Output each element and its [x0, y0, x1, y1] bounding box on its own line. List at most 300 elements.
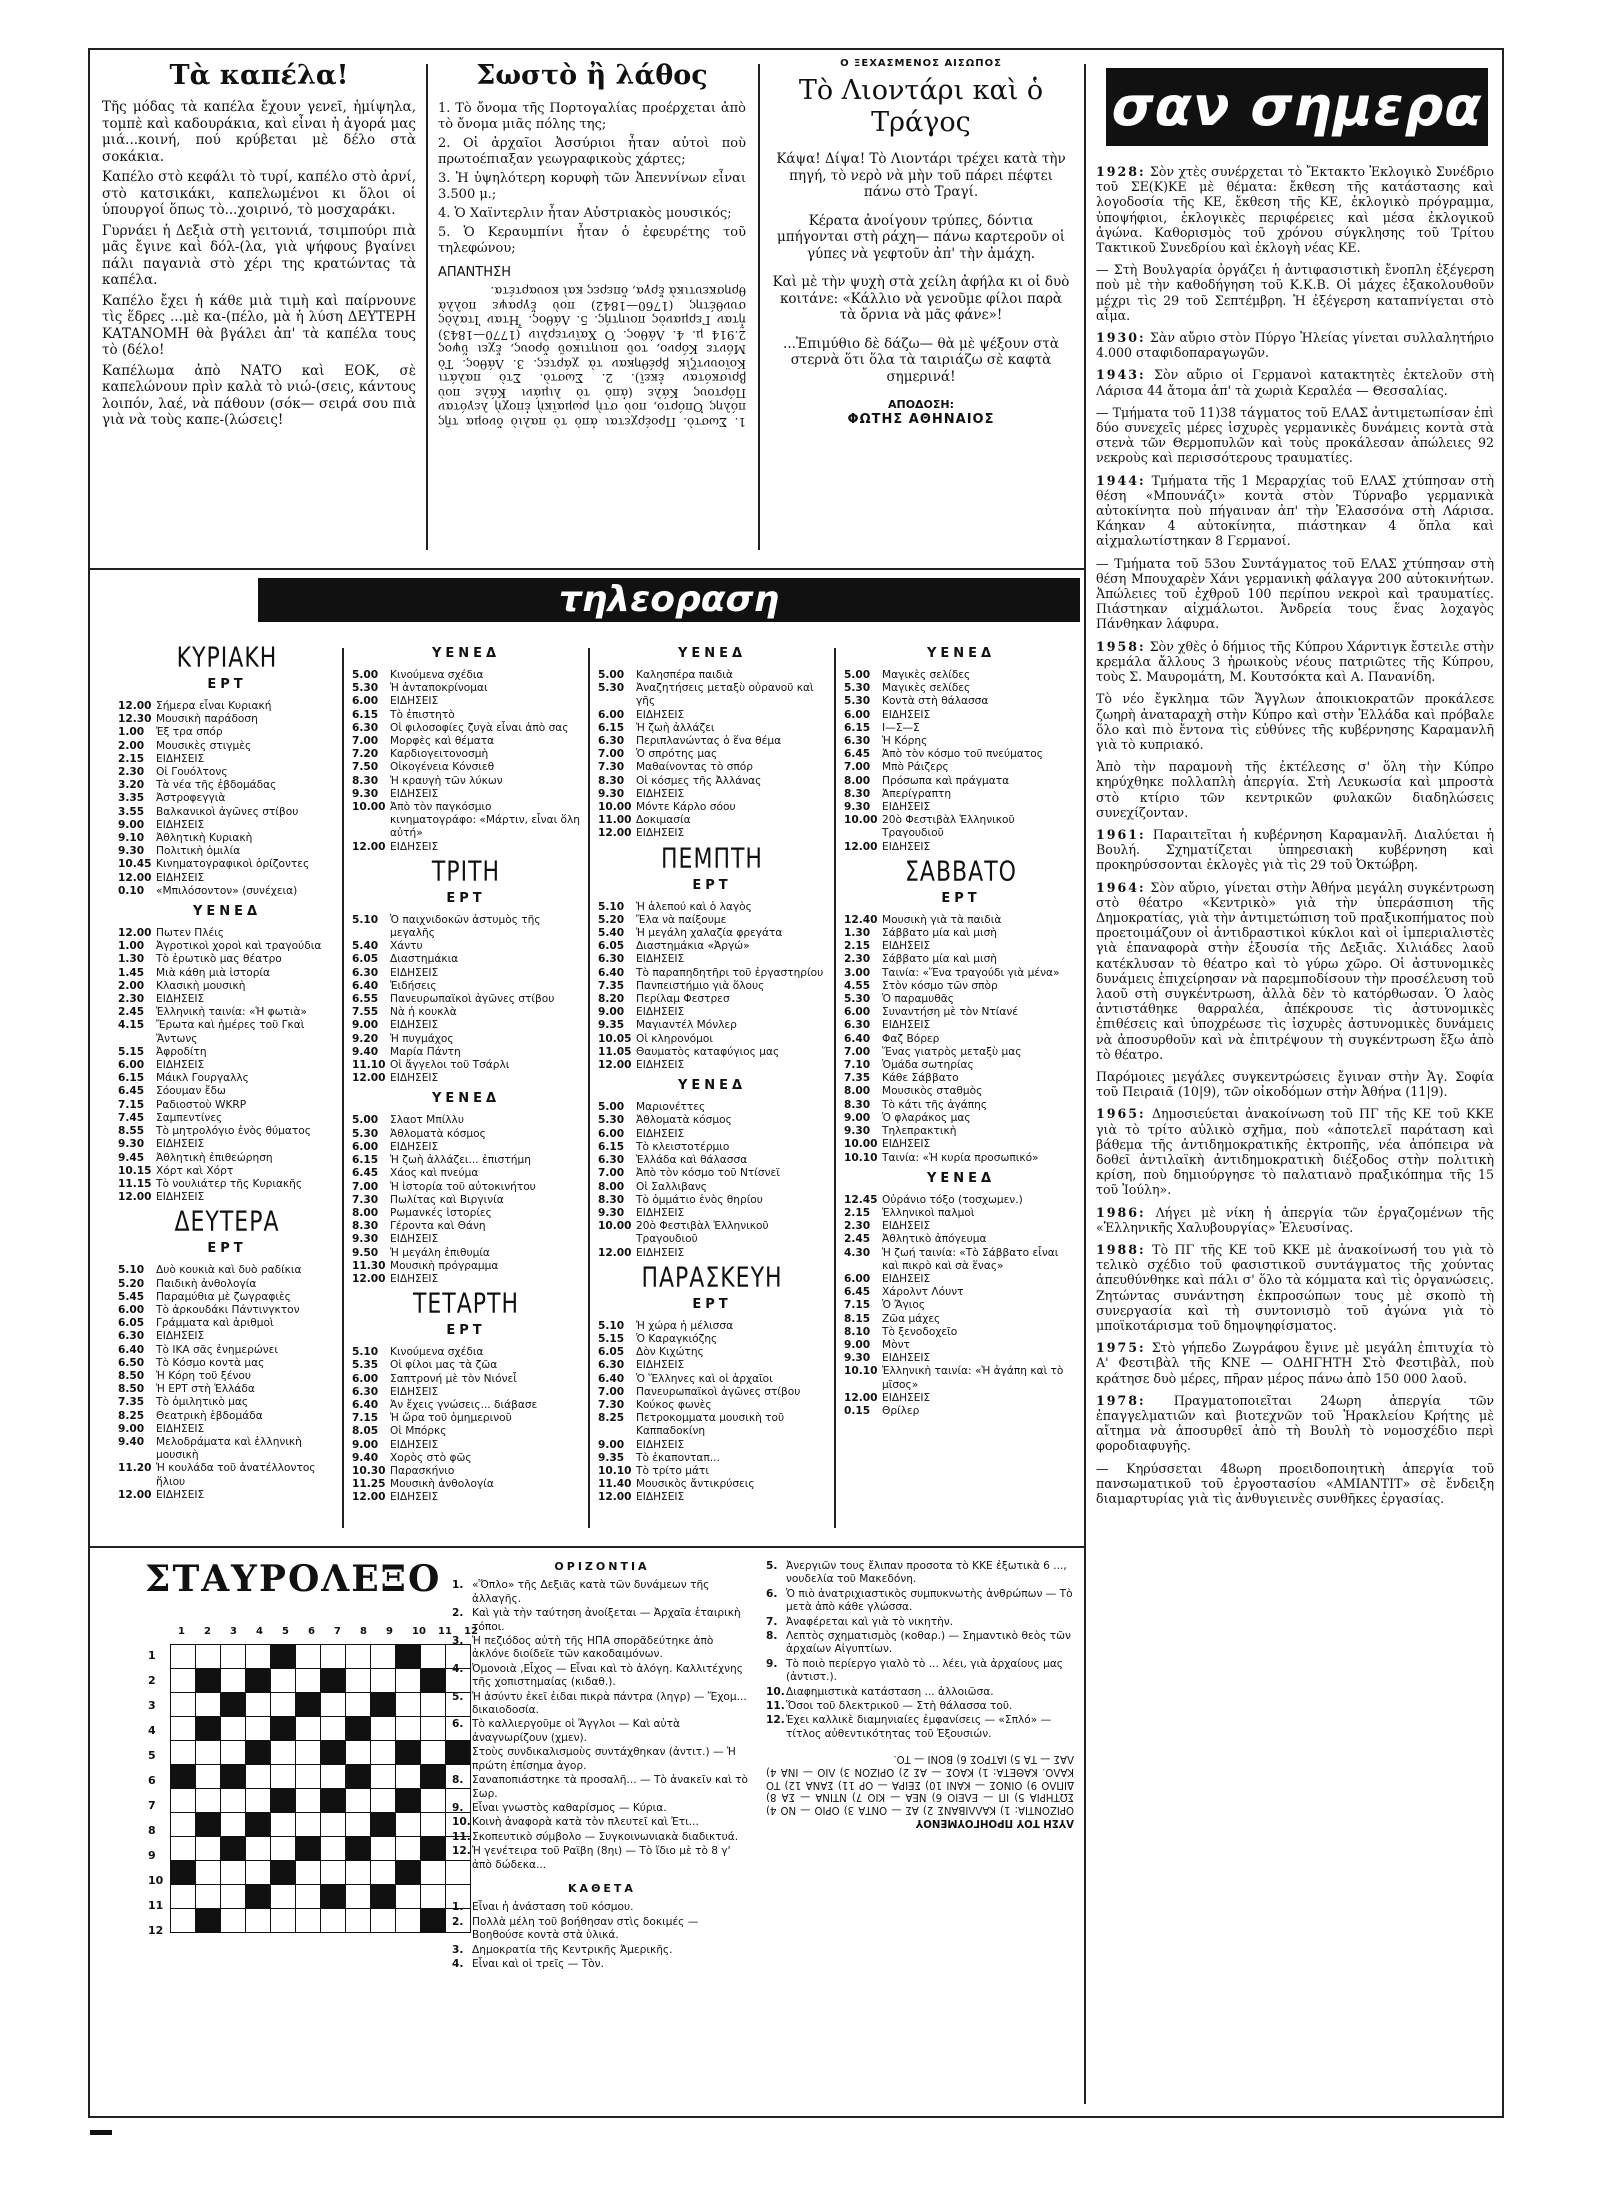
clue-number: 9.	[766, 1657, 778, 1670]
tv-program-time: 5.10	[352, 913, 379, 926]
tv-program-title: Σήμερα εἶναι Κυριακή	[156, 700, 272, 712]
tv-program-row	[118, 1423, 336, 1436]
tv-program-title: Ζῶα μάχες	[882, 1312, 941, 1325]
clue-number: 9.	[452, 1801, 464, 1814]
crossword-cell[interactable]	[246, 1717, 271, 1741]
crossword-cell[interactable]	[296, 1645, 321, 1669]
tv-program-title: Μουσικὴ ἀνθολογία	[390, 1478, 494, 1491]
tv-program-row	[352, 1220, 580, 1233]
tv-program-title: ΕΙΔΗΣΕΙΣ	[882, 1220, 931, 1233]
kapela-paragraph: Καπέλο στὸ κεφάλι τὸ τυρί, καπέλο στὸ ἀρνί, στὸ κατσικάκι, καπελωμένοι κι ὅλοι οἱ ὑπουργοί ὅπως τὸ...χοιρινό, τὸ μοσχαράκι.	[102, 169, 416, 218]
tv-program-time: 6.05	[598, 940, 625, 953]
crossword-black-cell	[221, 1765, 246, 1789]
tv-program-row	[118, 1125, 336, 1138]
crossword-cell[interactable]	[396, 1813, 421, 1837]
crossword-cell[interactable]	[171, 1645, 196, 1669]
crossword-cell[interactable]	[196, 1861, 221, 1885]
tv-program-row	[352, 1033, 580, 1046]
crossword-cell[interactable]	[196, 1765, 221, 1789]
tv-program-row	[844, 1286, 1078, 1299]
tv-program-title: Δυὸ κουκιὰ καὶ δυὸ ραδίκια	[156, 1264, 302, 1277]
crossword-clue	[766, 1686, 1074, 1699]
tv-program-row	[118, 819, 336, 832]
entry-year: 1944:	[1096, 472, 1146, 488]
crossword-black-cell	[321, 1885, 346, 1909]
crossword-cell[interactable]	[221, 1717, 246, 1741]
tv-program-title: Ἀφροδίτη	[156, 1045, 207, 1058]
tv-program-row	[844, 682, 1078, 695]
crossword-cell[interactable]	[271, 1693, 296, 1717]
tv-program-row	[598, 953, 826, 966]
tv-program-title: ΕΙΔΗΣΕΙΣ	[636, 1127, 685, 1140]
tv-program-title: ΕΙΔΗΣΕΙΣ	[882, 708, 931, 721]
clue-number: 6.	[452, 1718, 464, 1731]
tv-program-time: 6.05	[118, 1317, 145, 1330]
crossword-row	[171, 1717, 471, 1741]
tv-program-title: Μπὸ Ράιζερς	[882, 761, 949, 774]
tv-channel-heading: ΕΡΤ	[207, 1241, 247, 1257]
tv-program-row	[844, 980, 1078, 993]
crossword-black-cell	[196, 1813, 221, 1837]
clue-number: 11.	[766, 1700, 785, 1713]
clue-text: Εἶναι ἡ ἀνάσταση τοῦ κόσμου.	[472, 1901, 634, 1914]
clue-number: 8.	[452, 1774, 464, 1787]
crossword-cell[interactable]	[371, 1861, 396, 1885]
tv-program-row	[844, 722, 1078, 735]
tv-program-title: Γράμματα καὶ ἀριθμοὶ	[156, 1317, 274, 1330]
crossword-cell[interactable]	[221, 1885, 246, 1909]
crossword-cell[interactable]	[421, 1741, 446, 1765]
crossword-cell[interactable]	[421, 1861, 446, 1885]
tv-program-title: Τὸ κλειστοτέρμιο	[636, 1140, 730, 1153]
crossword-clue	[452, 1774, 752, 1801]
tv-program-time: 11.25	[352, 1478, 386, 1491]
on-this-day-entry	[1096, 1069, 1494, 1099]
crossword-cell[interactable]	[321, 1813, 346, 1837]
tv-program-time: 9.30	[844, 1352, 871, 1365]
tv-program-time: 5.10	[352, 1346, 379, 1359]
crossword-row	[171, 1669, 471, 1693]
on-this-day-column	[1090, 50, 1500, 2116]
tv-day-heading: ΔΕΥΤΕΡΑ	[174, 1207, 280, 1239]
crossword-column-number: 5	[282, 1626, 289, 1637]
crossword-column-number: 1	[178, 1626, 185, 1637]
tv-channel-heading: ΥΕΝΕΔ	[926, 1170, 996, 1186]
tv-program-time: 7.35	[118, 1396, 145, 1409]
tv-program-time: 7.00	[352, 735, 379, 748]
crossword-cell[interactable]	[371, 1765, 396, 1789]
crossword-cell[interactable]	[246, 1693, 271, 1717]
quiz-title: Σωστὸ ἢ λάθος	[476, 60, 708, 91]
tv-program-row	[598, 927, 826, 940]
tv-program-title: Ἡ κραυγὴ τῶν λύκων	[390, 774, 503, 787]
tv-program-row	[598, 967, 826, 980]
entry-text: — Κηρύσσεται 48ωρη προειδοποιητικὴ ἀπεργία τοῦ πανσωματικοῦ τοῦ ἐργοστασίου «ΑΜΙΑΝΤΙΤ» σὲ ἔνδειξη διαμαρτυρίας γιὰ τὶς ἀνθυγιεινὲς συνθῆκες ἐργασίας.	[1096, 1460, 1494, 1507]
crossword-cell[interactable]	[271, 1885, 296, 1909]
tv-program-row	[118, 713, 336, 726]
crossword-black-cell	[246, 1669, 271, 1693]
crossword-cell[interactable]	[221, 1645, 246, 1669]
tv-program-row	[118, 993, 336, 1006]
tv-program-row	[118, 1291, 336, 1304]
crossword-cell[interactable]	[396, 1717, 421, 1741]
crossword-clue	[766, 1616, 1074, 1629]
crossword-cell[interactable]	[246, 1765, 271, 1789]
tv-program-time: 8.10	[844, 1325, 871, 1338]
tv-channel-heading: ΥΕΝΕΔ	[677, 1078, 747, 1094]
crossword-clue	[452, 1916, 752, 1943]
tv-program-title: ΕΙΔΗΣΕΙΣ	[636, 1206, 685, 1219]
tv-program-time: 1.00	[118, 940, 145, 953]
crossword-cell[interactable]	[196, 1693, 221, 1717]
entry-text: Σὸν χτὲς συνέρχεται τὸ Ἔκτακτο Ἐκλογικὸ Συνέδριο τοῦ ΣΕ(Κ)ΚΕ μὲ θέματα: ἔκθεση τῆς κατάστασης καὶ λογοδοσία τῆς ΚΕ, ἔκθεση τῆς ΚΕ, ἐκλογικὸ πρόγραμμα, ὑποψήφιοι, ἐκλογικὲς περιφέρειες καὶ μέσα ἐκλογικοῦ ἀγώνα. Καθορισμὸς τοῦ χρόνου σύγκλησης τοῦ Τρίτου Τακτικοῦ Συνεδρίου καὶ ἐκλογὴ νέας ΚΕ.	[1096, 164, 1494, 256]
tv-program-row	[118, 940, 336, 953]
tv-program-row	[352, 801, 580, 841]
tv-program-title: Μαθαίνοντας τὸ σπόρ	[636, 761, 753, 774]
tv-program-title: ΕΙΔΗΣΕΙΣ	[636, 1246, 685, 1259]
tv-listing-column	[598, 640, 826, 1540]
tv-program-title: Ἀθλητικὸ ἀπόγευμα	[882, 1233, 987, 1246]
tv-program-time: 0.15	[844, 1404, 871, 1417]
crossword-cell[interactable]	[246, 1837, 271, 1861]
kapela-paragraph: Καπέλωμα ἀπὸ ΝΑΤΟ καὶ ΕΟΚ, σὲ καπελώνουν πρὶν καλὰ τὸ νιώ-(σεις, κάντους λοιπόν, λαέ, νὰ πάθουν (σόκ— σειρά σου πιὰ γιὰ νὰ τοὺς καπε-(λώσεις!	[102, 362, 416, 428]
tv-program-title: Στὸν κόσμο τῶν σπὸρ	[882, 979, 998, 992]
tv-day-heading: ΣΑΒΒΑΤΟ	[905, 856, 1017, 888]
crossword-cell[interactable]	[246, 1909, 271, 1933]
tv-program-row	[844, 709, 1078, 722]
kapela-paragraph: Τῆς μόδας τὰ καπέλα ἔχουν γενεῖ, ἡμίψηλα, τομπὲ καὶ καδουράκια, καὶ εἶναι ἡ ἀγορά μας μιά...κοινή, πού κρύβεται μὲ δέλο στὰ σοκάκια.	[102, 99, 416, 165]
tv-program-time: 6.30	[118, 1330, 145, 1343]
tv-program-title: ΕΙΔΗΣΕΙΣ	[156, 1138, 205, 1151]
crossword-cell[interactable]	[321, 1861, 346, 1885]
tv-program-time: 6.45	[118, 1085, 145, 1098]
entry-text: Σὰν αὔριο στὸν Πύργο Ἠλείας γίνεται συλλαλητήριο 4.000 σταφιδοπαραγωγῶν.	[1096, 330, 1494, 361]
tv-program-title: Σαπτρονή μὲ τὸν Νιόνεἷ	[390, 1372, 517, 1385]
crossword-black-cell	[271, 1861, 296, 1885]
crossword-grid[interactable]	[170, 1644, 471, 1933]
crossword-cell[interactable]	[221, 1789, 246, 1813]
tv-program-time: 5.00	[598, 669, 625, 681]
crossword-cell[interactable]	[371, 1669, 396, 1693]
tv-program-row	[844, 1194, 1078, 1207]
crossword-cell[interactable]	[371, 1717, 396, 1741]
section-divider	[90, 568, 1084, 570]
crossword-cell[interactable]	[171, 1837, 196, 1861]
on-this-day-entries	[1096, 164, 1494, 1506]
crossword-black-cell	[421, 1909, 446, 1933]
tv-program-row	[352, 1059, 580, 1072]
crossword-cell[interactable]	[246, 1645, 271, 1669]
crossword-cell[interactable]	[346, 1909, 371, 1933]
crossword-cell[interactable]	[321, 1909, 346, 1933]
crossword-cell[interactable]	[171, 1909, 196, 1933]
tv-program-time: 12.00	[352, 1272, 386, 1285]
tv-program-time: 6.55	[352, 993, 379, 1006]
crossword-black-cell	[346, 1765, 371, 1789]
crossword-cell[interactable]	[171, 1693, 196, 1717]
tv-program-row	[598, 748, 826, 761]
crossword-cell[interactable]	[321, 1837, 346, 1861]
crossword-cell[interactable]	[346, 1813, 371, 1837]
tv-program-time: 12.45	[844, 1193, 878, 1206]
crossword-cell[interactable]	[271, 1765, 296, 1789]
entry-year: 1928:	[1096, 164, 1146, 179]
crossword-cell[interactable]	[371, 1909, 396, 1933]
down-heading: ΚΑΘΕΤΑ	[568, 1881, 636, 1895]
tv-program-time: 5.00	[598, 1101, 625, 1114]
crossword-cell[interactable]	[221, 1741, 246, 1765]
tv-program-row	[598, 682, 826, 708]
tv-program-row	[352, 788, 580, 801]
crossword-cell[interactable]	[421, 1885, 446, 1909]
tv-program-title: Ἡ Κόρης	[882, 735, 928, 748]
tv-program-row	[598, 1033, 826, 1046]
tv-program-time: 9.30	[118, 845, 145, 858]
tv-program-title: ΕΙΔΗΣΕΙΣ	[636, 708, 685, 721]
crossword-cell[interactable]	[171, 1885, 196, 1909]
tv-program-time: 12.00	[598, 827, 632, 840]
crossword-cell[interactable]	[221, 1669, 246, 1693]
tv-program-title: Ἀθλητικὴ Κυριακὴ	[156, 832, 253, 845]
crossword-cell[interactable]	[321, 1693, 346, 1717]
tv-program-title: Ἡ ζωή ταινία: «Τὸ Σάββατο εἶναι καὶ πικρὸ καὶ σὰ ἕνας»	[882, 1246, 1059, 1272]
crossword-cell[interactable]	[221, 1909, 246, 1933]
tv-program-title: Ἑιδήσεις	[390, 979, 437, 992]
kapela-paragraph: Καπέλο ἔχει ἡ κάθε μιὰ τιμὴ καὶ παίρνουνε τὶς ἕδρες ...μὲ κα-(πέλο, μὰ ἡ λύση ΔΕΥΤΕΡΗ ΚΑΤΑΝΟΜΗ θὰ βγάλει ἀπ' τὰ καπέλα τους τὸ (δέλο!	[102, 292, 416, 358]
tv-program-row	[598, 1333, 826, 1346]
tv-program-row	[352, 1452, 580, 1465]
tv-program-time: 9.30	[598, 1206, 625, 1219]
tv-program-row	[118, 1112, 336, 1125]
tv-program-title: Τὸ ὀμιλητικὸ μας	[156, 1396, 249, 1409]
on-this-day-entry	[1096, 556, 1494, 632]
crossword-cell[interactable]	[196, 1789, 221, 1813]
tv-program-time: 7.10	[844, 1059, 871, 1072]
tv-program-time: 9.40	[352, 1451, 379, 1464]
tv-program-title: Σλαοτ Μπίλλυ	[390, 1114, 464, 1127]
tv-program-title: Ἑλληνικὴ ταινία: «Ἡ ἀγάπη καὶ τὸ μῖσος»	[882, 1365, 1064, 1391]
crossword-cell[interactable]	[396, 1669, 421, 1693]
tv-program-row	[598, 801, 826, 814]
tv-program-row	[352, 940, 580, 953]
crossword-clue	[452, 1579, 752, 1606]
tv-program-row	[598, 1452, 826, 1465]
tv-program-title: Παραμύθια μὲ ζωγραφιὲς	[156, 1290, 291, 1303]
crossword-cell[interactable]	[346, 1789, 371, 1813]
kapela-title: Τὰ καπέλα!	[169, 60, 349, 91]
tv-program-title: Μαγικὲς σελίδες	[882, 669, 971, 681]
on-this-day-entry	[1096, 473, 1494, 549]
crossword-cell[interactable]	[271, 1909, 296, 1933]
tv-program-title: Μαριονέττες	[636, 1101, 706, 1114]
tv-program-title: ΕΙΔΗΣΕΙΣ	[390, 840, 439, 853]
crossword-cell[interactable]	[346, 1693, 371, 1717]
tv-program-title: Οἱ Μπόρκς	[390, 1425, 447, 1438]
crossword-cell[interactable]	[371, 1837, 396, 1861]
crossword-cell[interactable]	[271, 1669, 296, 1693]
crossword-cell[interactable]	[296, 1765, 321, 1789]
tv-program-title: Μιὰ κάθη μιὰ ἱστορία	[156, 966, 270, 979]
tv-program-title: Ἡ ὥρα τοῦ ὁμημερινοῦ	[390, 1412, 512, 1425]
crossword-cell[interactable]	[421, 1717, 446, 1741]
tv-program-time: 8.30	[598, 774, 625, 787]
crossword-cell[interactable]	[346, 1741, 371, 1765]
crossword-cell[interactable]	[246, 1861, 271, 1885]
tv-program-time: 5.30	[352, 682, 379, 695]
crossword-cell[interactable]	[296, 1861, 321, 1885]
tv-program-row	[118, 1344, 336, 1357]
clue-number: 2.	[452, 1607, 464, 1620]
crossword-row-number: 12	[148, 1924, 164, 1937]
crossword-cell[interactable]	[171, 1669, 196, 1693]
crossword-cell[interactable]	[296, 1885, 321, 1909]
tv-program-time: 6.40	[118, 1343, 145, 1356]
tv-program-time: 5.30	[352, 1127, 379, 1140]
tv-program-title: Περιπλανώντας ὁ ἕνα θέμα	[636, 735, 782, 748]
quiz-question: 1. Τὸ ὄνομα τῆς Πορτογαλίας προέρχεται ἀπὸ τὸ ὄνομα μιᾶς πόλης της;	[438, 101, 746, 132]
crossword-cell[interactable]	[371, 1645, 396, 1669]
tv-program-row	[598, 788, 826, 801]
crossword-cell[interactable]	[346, 1885, 371, 1909]
crossword-cell[interactable]	[396, 1765, 421, 1789]
tv-program-row	[352, 1046, 580, 1059]
tv-program-time: 8.00	[844, 1085, 871, 1098]
tv-program-row	[844, 1112, 1078, 1125]
crossword-cell[interactable]	[196, 1885, 221, 1909]
crossword-clue	[452, 1816, 752, 1829]
crossword-clue	[452, 1635, 752, 1662]
crossword-cell[interactable]	[421, 1645, 446, 1669]
crossword-cell[interactable]	[346, 1861, 371, 1885]
tv-program-time: 5.40	[598, 927, 625, 940]
tv-program-row	[118, 1462, 336, 1488]
crossword-cell[interactable]	[346, 1669, 371, 1693]
clue-number: 8.	[766, 1630, 778, 1643]
crossword-cell[interactable]	[246, 1789, 271, 1813]
clue-text: Σκοπευτικὸ σύμβολο — Συγκοινωνιακὰ διαδικτυά.	[472, 1830, 739, 1843]
tv-program-row	[844, 1339, 1078, 1352]
tv-program-title: Κάθε Σάββατο	[882, 1072, 959, 1085]
tv-program-title: Μάικλ Γουργαλλς	[156, 1072, 249, 1085]
crossword-solution-text: ΟΡΙΖΟΝΤΙΑ: 1) ΚΑΛΛΙΒΑΝΣ 2) ΑΣ — ΟΝΤΑ 3) ΟΡΙΟ — ΝΟ 4) ΣΩΤΗΡΙΑ 5) ΙΠ — ΕΛΕΙΟ 6) ΝΕΑ — ΚΙΟ 7) ΝΤΙΝΑ — ΣΑ 8) ΔΙΠΛΟ 9) ΟΙΝΟΣ — ΚΑΝΙ 10) ΣΕΙΡΑ — ΟΡ 11) ΣΑΝΑ 12) ΤΟ ΚΑΛΟ. ΚΑΘΕΤΑ: 1) ΚΑΟΣ — ΑΣ 2) ΟΡΙΖΟΝ 3) ΛΙΟ — ΙΝΑ 4) ΛΑΣ — ΤΑ 5) ΙΑΤΡΟΣ 6) ΒΟΝΙ — ΤΟ.	[766, 1753, 1074, 1816]
tv-program-row	[844, 1392, 1078, 1405]
crossword-cell[interactable]	[346, 1645, 371, 1669]
crossword-cell[interactable]	[196, 1837, 221, 1861]
crossword-cell[interactable]	[371, 1789, 396, 1813]
crossword-cell[interactable]	[196, 1645, 221, 1669]
crossword-cell[interactable]	[421, 1693, 446, 1717]
tv-program-row	[598, 914, 826, 927]
crossword-cell[interactable]	[396, 1837, 421, 1861]
tv-program-title: Πωλίτας καὶ Βιργινία	[390, 1193, 504, 1206]
crossword-cell[interactable]	[196, 1741, 221, 1765]
tv-program-title: Χάρολντ Λόυντ	[882, 1286, 964, 1299]
crossword-cell[interactable]	[171, 1813, 196, 1837]
tv-program-title: ΕΙΔΗΣΕΙΣ	[390, 1438, 439, 1451]
crossword-cell[interactable]	[296, 1909, 321, 1933]
tv-program-title: Μόντε Κάρλο σόου	[636, 801, 736, 814]
crossword-cell[interactable]	[221, 1813, 246, 1837]
tv-program-title: Κούκος φωνὲς	[636, 1398, 712, 1411]
crossword-cell[interactable]	[271, 1741, 296, 1765]
crossword-black-cell	[371, 1813, 396, 1837]
on-this-day-entry	[1096, 1461, 1494, 1507]
tv-program-title: ΕΙΔΗΣΕΙΣ	[390, 1491, 439, 1504]
column-divider	[758, 64, 760, 550]
tv-program-row	[118, 1165, 336, 1178]
entry-text: Δημοσιεύεται ἀνακοίνωση τοῦ ΠΓ τῆς ΚΕ τοῦ ΚΚΕ γιὰ τὸ τρίτο αὐλικὸ σχῆμα, ποὺ «ἀποτελεῖ παράταση καὶ βάθεμα τῆς ἀντιδημοκρατικῆς ἐκτροπῆς, νέα ἀπόπειρα νὰ δοθεῖ ἀντιλαϊκὴ ἀντιδημοκρατικὴ διέξοδος στὴν πολιτικὴ κρίση, ποὺ δημιούργησε τὸ παλατιανὸ πραξικόπημα τῆς 15 τοῦ Ἰούλη».	[1096, 1106, 1494, 1198]
tv-program-row	[118, 845, 336, 858]
crossword-black-cell	[396, 1861, 421, 1885]
tv-program-time: 8.30	[598, 1193, 625, 1206]
tv-program-title: Πανευρωπαϊκοὶ ἀγῶνες στίβου	[390, 993, 555, 1006]
tv-program-time: 11.20	[118, 1462, 152, 1475]
crossword-cell[interactable]	[271, 1813, 296, 1837]
tv-program-time: 9.00	[598, 1006, 625, 1019]
crossword-cell[interactable]	[171, 1741, 196, 1765]
tv-program-time: 6.30	[352, 721, 379, 734]
clue-text: Πολλὰ μέλη τοῦ βοήθησαν στὶς δοκιμές — Βοηθούσε κοντὰ στὰ ὑλικά.	[472, 1915, 699, 1942]
tv-program-row	[598, 940, 826, 953]
tv-program-row	[118, 953, 336, 966]
tv-program-time: 5.10	[118, 1264, 145, 1277]
tv-program-title: Ἐξ τρα σπόρ	[156, 726, 223, 739]
tv-program-row	[598, 1412, 826, 1438]
crossword-cell[interactable]	[296, 1717, 321, 1741]
crossword-cell[interactable]	[296, 1789, 321, 1813]
entry-text: — Στὴ Βουλγαρία ὀργάζει ἡ ἀντιφασιστικὴ ἔνοπλη ἐξέγερση ποὺ μὲ τὴν καθοδήγηση τοῦ Κ.Κ.Β. Οἱ μάχες ἐξακολουθοῦν μέχρι τὶς 29 τοῦ Σεπτέμβρη. Ἡ ἐξέγερση καταπνίγεται στὸ αἷμα.	[1096, 262, 1494, 323]
tv-program-time: 6.15	[118, 1072, 145, 1085]
crossword-cell[interactable]	[321, 1765, 346, 1789]
tv-program-row	[844, 967, 1078, 980]
tv-program-title: Κινούμενα σχέδια	[390, 1346, 484, 1359]
crossword-cell[interactable]	[421, 1813, 446, 1837]
tv-program-time: 8.55	[118, 1125, 145, 1138]
tv-program-title: Ἕνας γιατρὸς μεταξὺ μας	[882, 1045, 1022, 1058]
tv-program-time: 9.35	[598, 1451, 625, 1464]
tv-program-title: ΕΙΔΗΣΕΙΣ	[882, 840, 931, 853]
crossword-cell[interactable]	[321, 1717, 346, 1741]
crossword-cell[interactable]	[421, 1789, 446, 1813]
crossword-cell[interactable]	[396, 1909, 421, 1933]
crossword-cell[interactable]	[296, 1741, 321, 1765]
tv-program-time: 5.40	[352, 940, 379, 953]
section-divider	[90, 1546, 1084, 1548]
crossword-cell[interactable]	[171, 1789, 196, 1813]
crossword-cell[interactable]	[321, 1645, 346, 1669]
tv-program-time: 7.00	[598, 1385, 625, 1398]
tv-program-title: ΕΙΔΗΣΕΙΣ	[390, 966, 439, 979]
tv-program-row	[352, 748, 580, 761]
tv-program-time: 7.00	[844, 761, 871, 774]
tv-program-time: 8.30	[352, 1220, 379, 1233]
crossword-cell[interactable]	[271, 1837, 296, 1861]
crossword-cell[interactable]	[396, 1885, 421, 1909]
tv-program-time: 6.15	[844, 721, 871, 734]
crossword-cell[interactable]	[296, 1813, 321, 1837]
clue-number: 4.	[452, 1957, 464, 1970]
crossword-cell[interactable]	[171, 1717, 196, 1741]
crossword-cell[interactable]	[221, 1861, 246, 1885]
tv-program-title: Ὁ φλαράκος μας	[882, 1111, 971, 1124]
crossword-cell[interactable]	[296, 1669, 321, 1693]
crossword-cell[interactable]	[396, 1693, 421, 1717]
tv-program-title: ΕΙΔΗΣΕΙΣ	[882, 1391, 931, 1404]
tv-program-row	[118, 1396, 336, 1409]
tv-program-title: Ὁ παραμυθᾶς	[882, 993, 954, 1006]
crossword-cell[interactable]	[371, 1741, 396, 1765]
tv-program-title: Κοντὰ στὴ θάλασσα	[882, 695, 989, 708]
